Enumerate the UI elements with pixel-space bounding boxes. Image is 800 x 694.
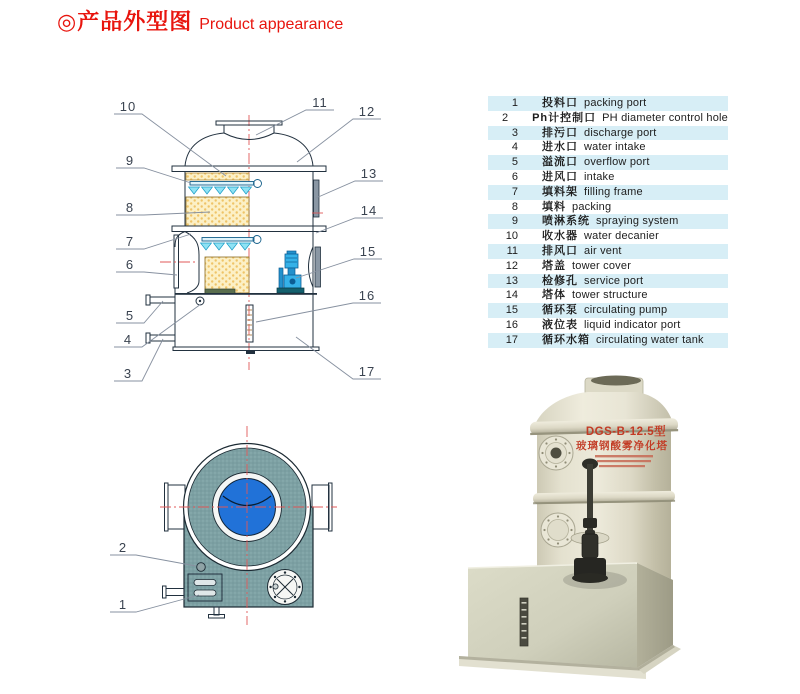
part-name-zh: 填料 — [542, 200, 566, 213]
callout-6: 6 — [125, 257, 135, 272]
manhole-flange — [268, 570, 303, 605]
callout-9: 9 — [125, 153, 135, 168]
service-port-upper — [312, 180, 323, 217]
photo-manhole-upper — [539, 436, 573, 470]
part-number: 7 — [511, 185, 518, 198]
packing-upper — [186, 197, 249, 226]
list-item — [488, 140, 728, 155]
callout-13: 13 — [360, 166, 378, 181]
list-item — [488, 111, 728, 126]
part-name-en: filling frame — [584, 185, 643, 198]
part-name-zh: 液位表 — [542, 318, 578, 331]
liquid-indicator — [246, 305, 253, 342]
callout-2: 2 — [118, 540, 128, 555]
page-title-zh: ◎产品外型图 — [57, 9, 193, 34]
part-name-en: intake — [584, 170, 615, 183]
callout-4: 4 — [123, 332, 133, 347]
part-number: 6 — [511, 170, 518, 183]
part-number: 16 — [505, 318, 518, 331]
part-name-zh: 进风口 — [542, 170, 578, 183]
list-item — [488, 303, 728, 318]
photo-model-label: DGS-B-12.5型 — [585, 426, 667, 438]
callout-8: 8 — [125, 200, 135, 215]
part-name-en: circulating water tank — [596, 333, 704, 346]
photo-small-text — [595, 455, 653, 467]
part-number: 2 — [501, 111, 509, 124]
part-name-en: packing port — [584, 97, 647, 109]
part-name-zh: 收水器 — [542, 230, 578, 243]
part-number: 3 — [511, 126, 518, 139]
part-name-en: discharge port — [584, 126, 657, 139]
list-item — [488, 155, 728, 170]
list-item — [488, 229, 728, 244]
part-name-en: spraying system — [596, 215, 679, 228]
sectional-diagram — [60, 85, 460, 400]
list-item — [488, 288, 728, 303]
support-foot — [209, 607, 225, 618]
ph-control-hole — [197, 563, 206, 572]
part-name-en: liquid indicator port — [584, 318, 681, 331]
discharge-port — [146, 333, 175, 343]
part-number: 5 — [511, 156, 518, 169]
list-item — [488, 126, 728, 141]
part-name-en: circulating pump — [584, 304, 668, 317]
part-name-en: water intake — [584, 141, 646, 154]
spray-system-lower — [201, 236, 262, 251]
part-number: 10 — [505, 230, 518, 243]
part-number: 14 — [505, 289, 518, 302]
callout-12: 12 — [358, 104, 376, 119]
list-item — [488, 214, 728, 229]
part-name-zh: 排风口 — [542, 244, 578, 257]
part-number: 17 — [505, 333, 518, 346]
water-intake-port — [196, 297, 204, 305]
callout-15: 15 — [359, 244, 377, 259]
part-name-zh: 检修孔 — [542, 274, 578, 287]
part-name-zh: 喷淋系统 — [542, 215, 590, 228]
photo-manhole-lower — [541, 513, 575, 547]
part-number: 4 — [511, 141, 518, 154]
parts-list — [488, 96, 728, 348]
callout-17: 17 — [358, 364, 376, 379]
callout-11: 11 — [312, 95, 328, 110]
list-item — [488, 200, 728, 215]
part-name-en: tower cover — [572, 259, 632, 272]
list-item — [488, 333, 728, 348]
part-name-zh: 进水口 — [542, 141, 578, 154]
page-title-en: Product appearance — [199, 16, 344, 33]
callout-1: 1 — [118, 597, 128, 612]
part-name-zh: 投料口 — [542, 97, 578, 109]
list-item — [488, 244, 728, 259]
part-number: 13 — [505, 274, 518, 287]
part-name-en: PH diameter control hole — [602, 111, 728, 124]
circulating-pump — [277, 251, 304, 293]
part-number: 9 — [511, 215, 518, 228]
callout-3: 3 — [123, 366, 133, 381]
list-item — [488, 274, 728, 289]
part-number: 1 — [511, 97, 518, 109]
list-item — [488, 170, 728, 185]
part-name-en: tower structure — [572, 289, 648, 302]
part-name-zh: Ph计控制口 — [532, 111, 597, 124]
callout-14: 14 — [360, 203, 378, 218]
callout-leader-2 — [110, 555, 196, 566]
part-name-en: air vent — [584, 244, 622, 257]
part-name-en: service port — [584, 274, 644, 287]
part-name-en: water decanier — [584, 230, 659, 243]
front-view-drawing — [90, 420, 360, 635]
service-port-lower — [309, 247, 321, 287]
list-item — [488, 318, 728, 333]
side-pipe-stub — [163, 586, 185, 598]
list-item — [488, 259, 728, 274]
page-title — [57, 5, 343, 36]
part-name-zh: 填料架 — [542, 185, 578, 198]
water-decanier — [186, 173, 249, 180]
callout-16: 16 — [358, 288, 376, 303]
part-number: 8 — [511, 200, 518, 213]
part-name-zh: 循环水箱 — [542, 333, 590, 346]
part-name-zh: 塔体 — [542, 289, 566, 302]
part-name-zh: 塔盖 — [542, 259, 566, 272]
part-number: 11 — [506, 244, 518, 257]
part-name-zh: 溢流口 — [542, 156, 578, 169]
part-number: 15 — [505, 304, 518, 317]
part-name-en: packing — [572, 200, 612, 213]
part-number: 12 — [505, 259, 518, 272]
callout-5: 5 — [125, 308, 135, 323]
packing-lower — [205, 257, 249, 293]
list-item — [488, 96, 728, 111]
part-name-zh: 排污口 — [542, 126, 578, 139]
part-name-en: overflow port — [584, 156, 650, 169]
photo-product-label: 玻璃钢酸雾净化塔 — [576, 440, 668, 452]
list-item — [488, 185, 728, 200]
spray-system-upper — [189, 180, 262, 195]
callout-7: 7 — [125, 234, 135, 249]
product-photo — [445, 368, 800, 694]
callout-10: 10 — [119, 99, 137, 114]
photo-level-gauge — [520, 598, 528, 646]
part-name-zh: 循环泵 — [542, 304, 578, 317]
